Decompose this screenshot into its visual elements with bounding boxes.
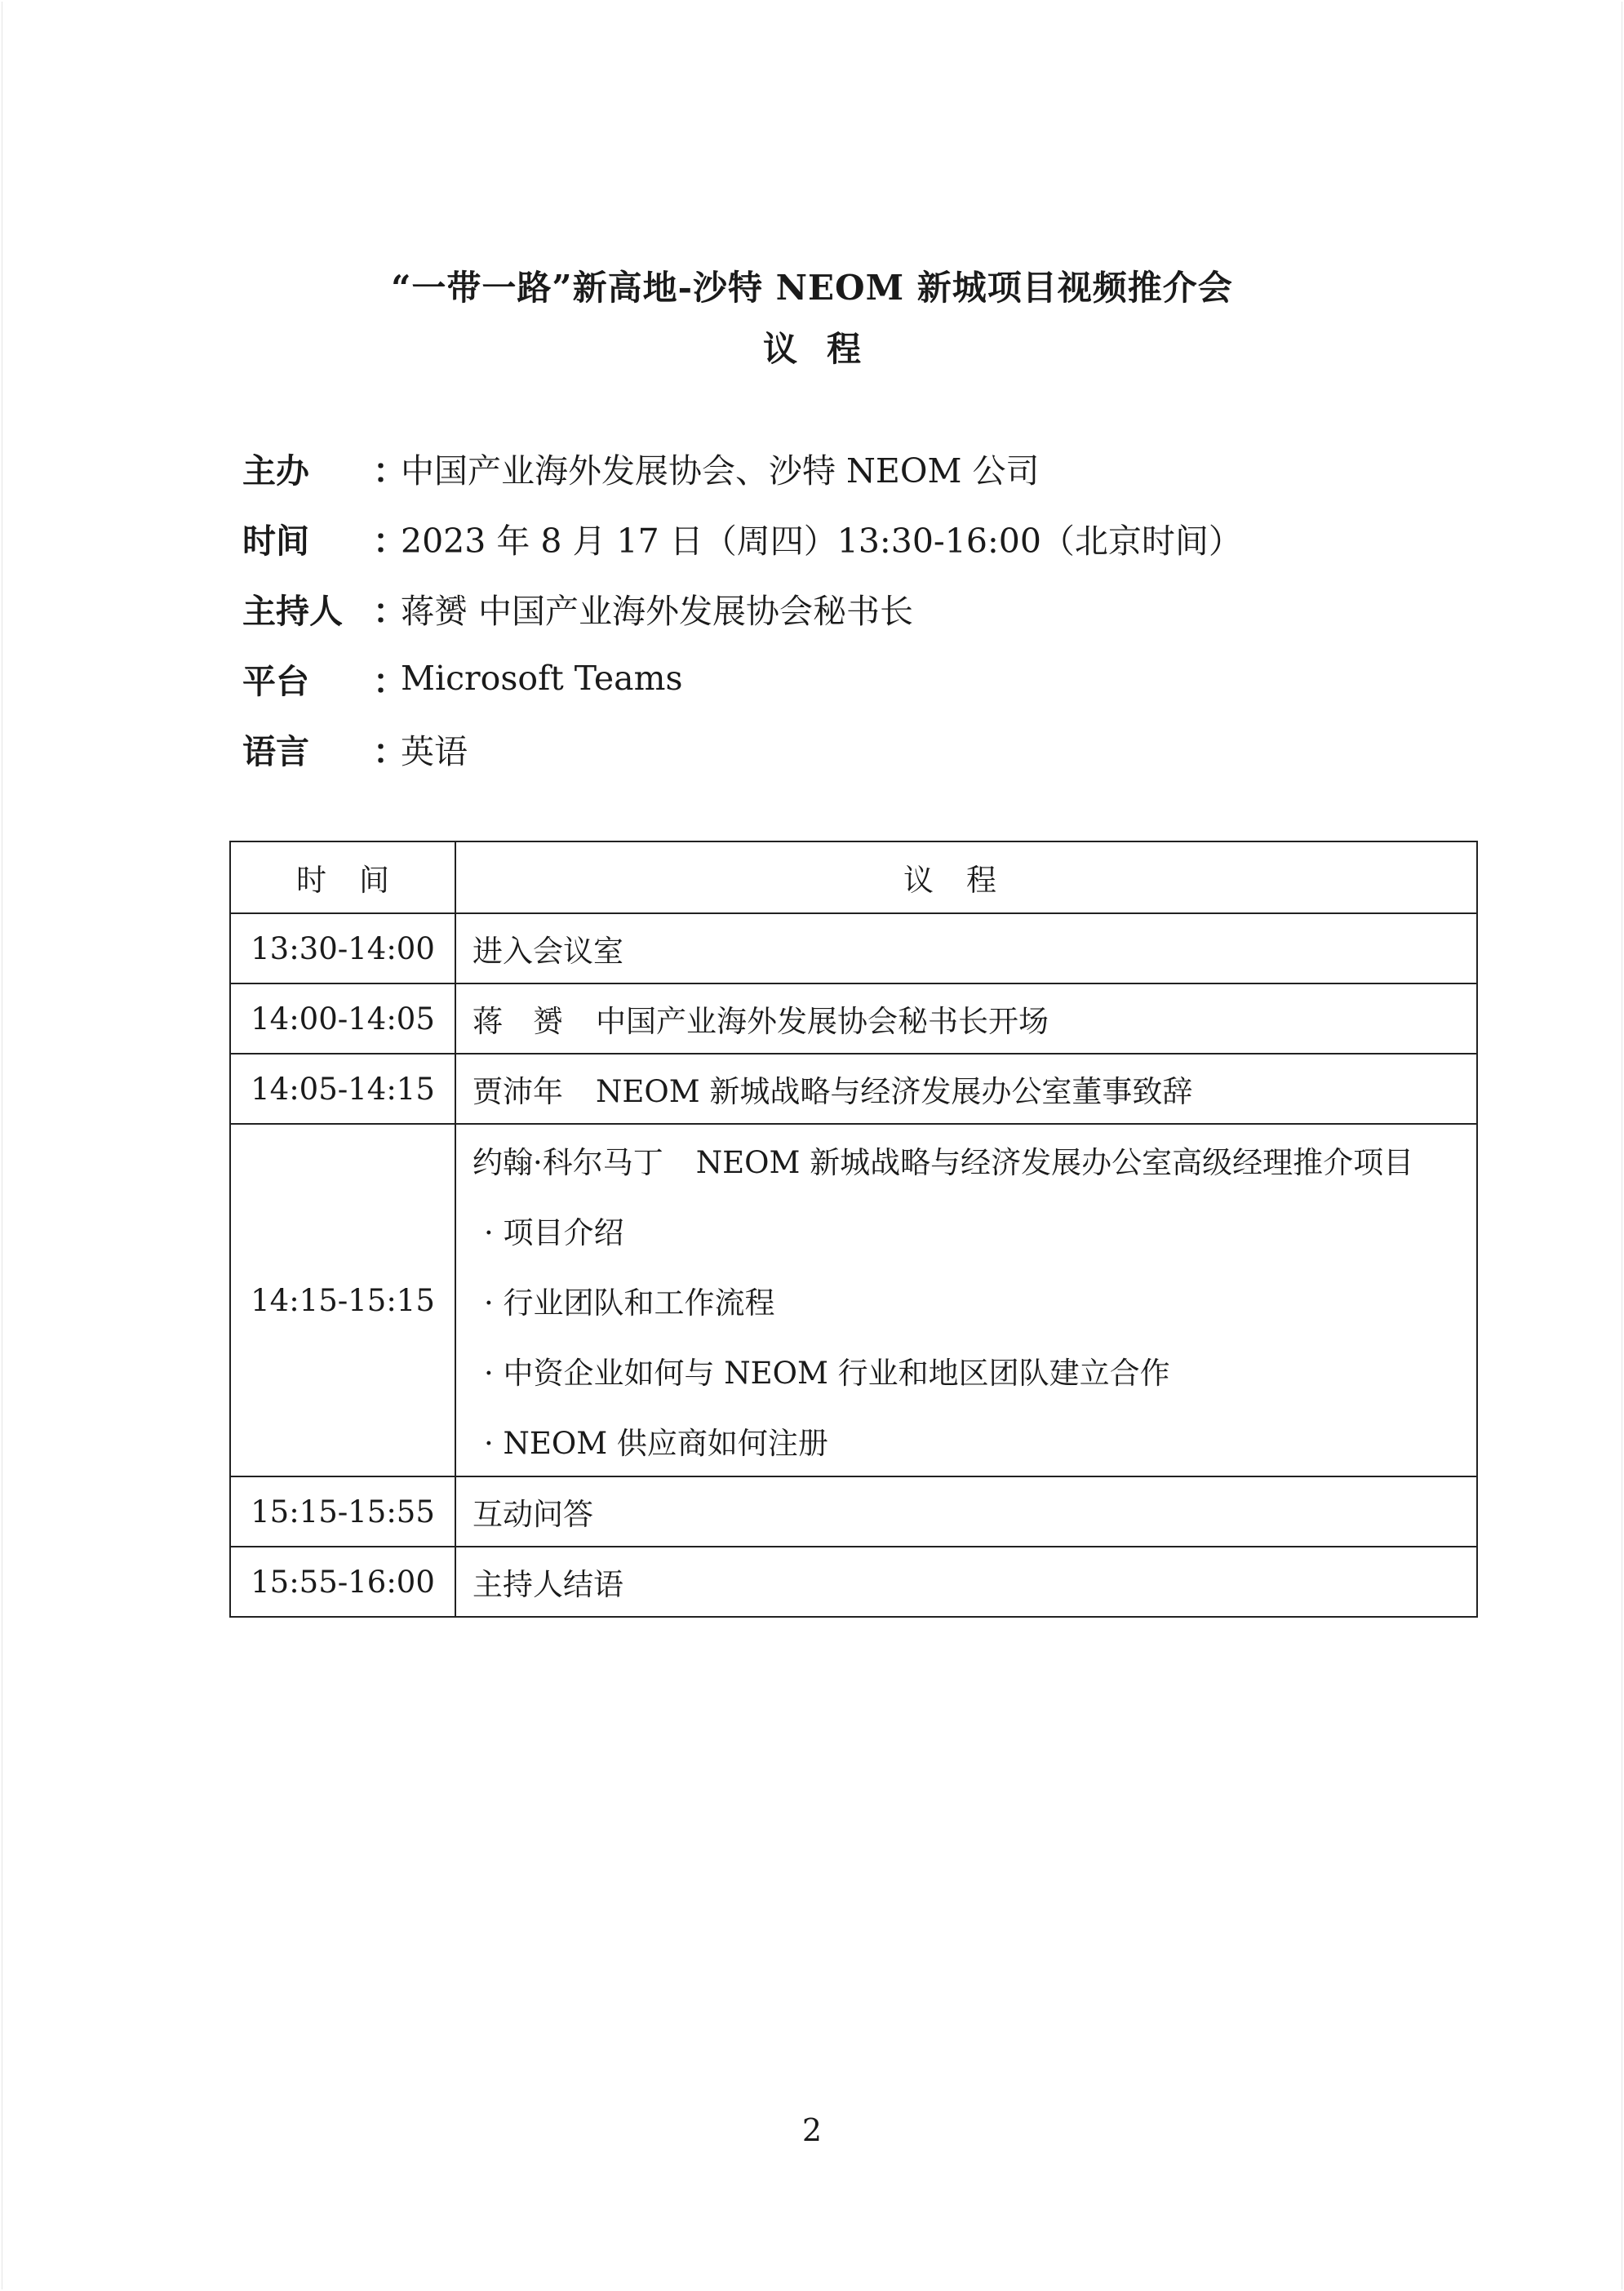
agenda-row [230,1124,1477,1476]
agenda-bullet: · NEOM 供应商如何注册 [484,1426,828,1461]
agenda-item: 进入会议室 [455,913,1477,983]
agenda-item [455,1054,1477,1124]
agenda-time: 14:15-15:15 [230,1124,455,1476]
document-title: “一带一路”新高地-沙特 NEOM 新城项目视频推介会 [391,268,1233,308]
agenda-item [455,983,1477,1054]
agenda-time: 15:15-15:55 [230,1476,455,1547]
agenda-bullet: · 项目介绍 [484,1215,624,1250]
page-number: 2 [801,2112,823,2148]
info-value-language: 英语 [401,731,468,771]
agenda-row [230,1476,1477,1547]
info-row-time [242,503,1466,573]
agenda-item-text: NEOM 新城战略与经济发展办公室高级经理推介项目 [695,1145,1414,1180]
info-row-platform [242,643,1466,713]
info-value-platform: Microsoft Teams [401,659,683,698]
info-value-host: 中国产业海外发展协会、沙特 NEOM 公司 [401,451,1040,491]
agenda-time: 13:30-14:00 [230,913,455,983]
agenda-row [230,1054,1477,1124]
agenda-header-time: 时间 [230,841,455,913]
agenda-table [229,841,1478,1618]
agenda-item: 主持人结语 [455,1547,1477,1617]
info-label-time: 时间 ： [242,521,406,561]
agenda-time: 14:00-14:05 [230,983,455,1054]
agenda-speaker: 约翰·科尔马丁 [473,1145,663,1180]
agenda-item-text: NEOM 新城战略与经济发展办公室董事致辞 [596,1074,1193,1109]
agenda-speaker: 贾沛年 [473,1074,563,1109]
meeting-info [242,433,1466,784]
info-label-platform: 平台 ： [242,661,406,701]
info-label-language: 语言 ： [242,731,406,771]
agenda-row [230,983,1477,1054]
info-row-host [242,433,1466,503]
agenda-bullet: · 中资企业如何与 NEOM 行业和地区团队建立合作 [484,1356,1170,1391]
agenda-item: 互动问答 [455,1476,1477,1547]
agenda-item-line [473,1125,1476,1195]
agenda-row [230,1547,1477,1617]
agenda-row [230,913,1477,983]
agenda-item [455,1124,1477,1476]
info-value-moderator: 蒋赟 中国产业海外发展协会秘书长 [401,591,914,631]
agenda-time: 14:05-14:15 [230,1054,455,1124]
agenda-header-row [230,841,1477,913]
agenda-time: 15:55-16:00 [230,1547,455,1617]
info-row-language [242,713,1466,784]
agenda-item-text: 中国产业海外发展协会秘书长开场 [596,1004,1049,1039]
agenda-speaker: 蒋 赟 [473,1004,563,1039]
document-subtitle: 议程 [762,329,890,369]
info-label-host: 主办 ： [242,451,406,491]
agenda-bullet: · 行业团队和工作流程 [484,1285,775,1321]
info-value-time: 2023 年 8 月 17 日（周四）13:30-16:00（北京时间） [401,521,1242,561]
info-label-moderator: 主持人 ： [242,591,406,631]
agenda-header-item: 议程 [455,841,1477,913]
info-row-moderator [242,573,1466,643]
